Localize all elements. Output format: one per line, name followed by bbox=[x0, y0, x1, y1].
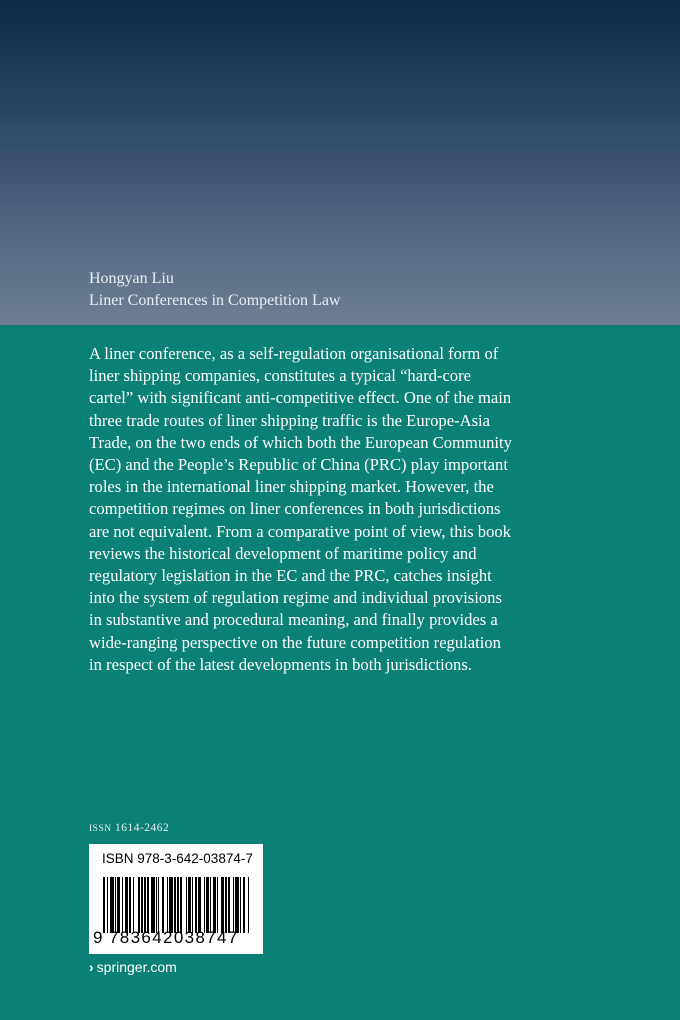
barcode-bar bbox=[243, 877, 244, 933]
barcode-bar bbox=[198, 877, 202, 933]
barcode-bar bbox=[206, 877, 208, 933]
barcode-bar bbox=[107, 877, 108, 933]
barcode-bar bbox=[129, 877, 130, 933]
book-description: A liner conference, as a self-regulation organisational form of liner shipping companies, constitutes a typical “hard-core cartel” with significant anti-competitive effect. One of the main three trade routes of liner shipping traffic is the Europe-Asia Trade, on the two ends of which both the European Community (EC) and the People’s Republic of China (PRC) play important roles in the international liner shipping market. However, the competition regimes on liner conferences in both jurisdictions are not equivalent. From a comparative point of view, this book reviews the historical development of maritime policy and regulatory legislation in the EC and the PRC, catches insight into the system of regulation regime and individual provisions in substantive and procedural meaning, and finally provides a wide-ranging perspective on the future competition regulation in respect of the latest developments in both jurisdictions. bbox=[89, 344, 512, 674]
barcode-bar bbox=[141, 877, 142, 933]
barcode-bar bbox=[235, 877, 239, 933]
barcode-bars bbox=[103, 877, 249, 933]
barcode-bar bbox=[217, 877, 218, 933]
barcode-bar bbox=[174, 877, 176, 933]
barcode-bar bbox=[110, 877, 114, 933]
barcode-bar bbox=[156, 877, 157, 933]
chevron-right-icon: › bbox=[89, 959, 94, 975]
publisher-link[interactable] bbox=[89, 959, 177, 975]
barcode-bar bbox=[122, 877, 123, 933]
barcode-bar bbox=[248, 877, 249, 933]
issn-label: ISSN bbox=[89, 824, 112, 834]
barcode-bar bbox=[115, 877, 116, 933]
barcode-bar bbox=[233, 877, 234, 933]
barcode-bar bbox=[195, 877, 196, 933]
barcode-box bbox=[89, 844, 263, 954]
barcode-bar bbox=[240, 877, 241, 933]
barcode-bar bbox=[144, 877, 146, 933]
barcode-bar bbox=[147, 877, 148, 933]
barcode-bar bbox=[180, 877, 182, 933]
barcode-bar bbox=[177, 877, 178, 933]
barcode-bar bbox=[151, 877, 155, 933]
issn-number: 1614-2462 bbox=[114, 822, 170, 834]
issn-line bbox=[89, 822, 169, 834]
barcode-bar bbox=[186, 877, 187, 933]
barcode-bar bbox=[213, 877, 215, 933]
ean-digits: 783642038747 bbox=[109, 928, 239, 947]
isbn-text: ISBN 978-3-642-03874-7 bbox=[102, 851, 253, 866]
author-title-block bbox=[89, 268, 340, 312]
barcode-bar bbox=[138, 877, 140, 933]
barcode-bar bbox=[125, 877, 129, 933]
barcode-bar bbox=[133, 877, 134, 933]
book-title: Liner Conferences in Competition Law bbox=[89, 292, 341, 309]
barcode-bar bbox=[228, 877, 230, 933]
barcode-bar bbox=[167, 877, 168, 933]
barcode-bar bbox=[158, 877, 159, 933]
author-name: Hongyan Liu bbox=[89, 270, 174, 287]
barcode-bar bbox=[221, 877, 225, 933]
barcode-bar bbox=[103, 877, 105, 933]
barcode-bar bbox=[162, 877, 164, 933]
barcode-bar bbox=[204, 877, 205, 933]
barcode-bar bbox=[210, 877, 211, 933]
barcode-bar bbox=[188, 877, 190, 933]
barcode-bar bbox=[225, 877, 226, 933]
publisher-website: springer.com bbox=[96, 959, 177, 975]
ean-first-digit: 9 bbox=[93, 928, 103, 947]
barcode-bar bbox=[117, 877, 119, 933]
barcode-bar bbox=[169, 877, 173, 933]
barcode-bar bbox=[192, 877, 193, 933]
